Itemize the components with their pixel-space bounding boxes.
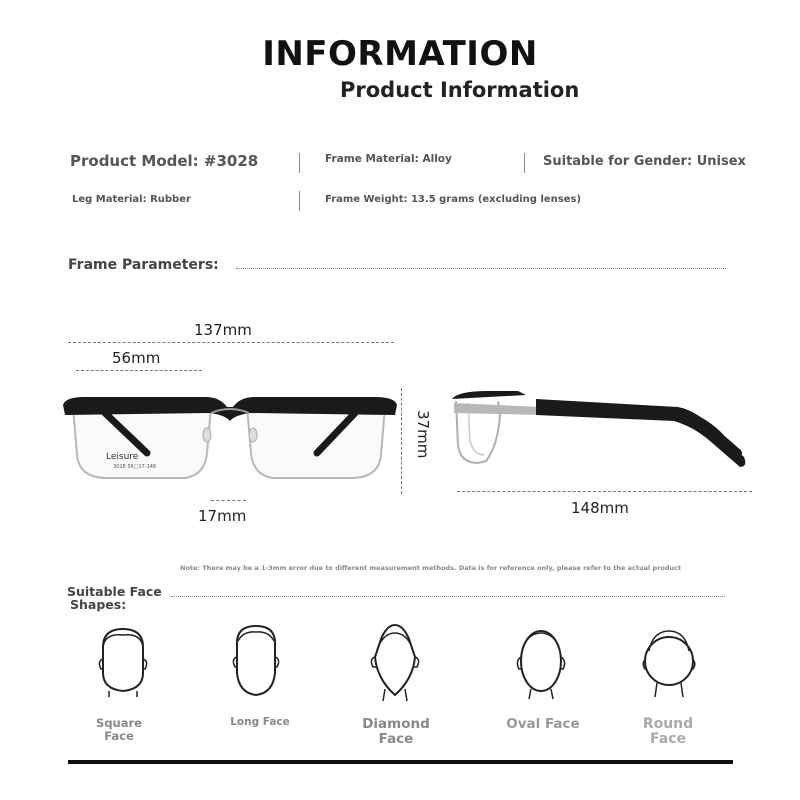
- face-label-line: Oval Face: [506, 716, 580, 732]
- spec-gender: Suitable for Gender: Unisex: [543, 154, 746, 169]
- face-label-line: Square: [96, 716, 142, 730]
- total-width-label: 137mm: [194, 321, 252, 339]
- face-label-round: [628, 717, 708, 748]
- lens-print-code: 3028 56□17-148: [113, 464, 157, 470]
- lens-print: Leisure: [106, 452, 139, 462]
- spec-divider: [299, 191, 300, 211]
- face-shapes-heading-line2: Shapes:: [70, 597, 127, 613]
- face-label-line: Face: [378, 730, 414, 747]
- face-label-oval: [498, 717, 588, 732]
- round-face-icon: [641, 625, 697, 701]
- spec-frame-material: Frame Material: Alloy: [325, 153, 452, 165]
- face-label-line: Long Face: [230, 716, 290, 728]
- page-title: INFORMATION: [262, 34, 538, 74]
- face-label-square: [80, 717, 158, 742]
- lens-width-line: [76, 370, 202, 371]
- dotted-leader: [236, 268, 726, 269]
- lens-width-label: 56mm: [112, 349, 161, 367]
- long-face-icon: [229, 623, 283, 699]
- lens-height-label: 37mm: [414, 410, 432, 459]
- square-face-icon: [95, 625, 151, 697]
- spec-divider: [299, 153, 300, 173]
- face-label-line: Face: [104, 728, 134, 743]
- face-shapes-heading: [67, 585, 162, 611]
- face-label-diamond: [356, 717, 436, 747]
- spec-weight: Frame Weight: 13.5 grams (excluding lenses): [325, 194, 582, 205]
- glasses-side-view: [448, 385, 758, 475]
- spec-leg-material: Leg Material: Rubber: [72, 194, 191, 205]
- total-width-line: [68, 342, 394, 343]
- dotted-leader: [171, 596, 725, 597]
- bottom-divider: [68, 760, 733, 764]
- face-label-long: [220, 717, 300, 729]
- spec-divider: [524, 153, 525, 173]
- face-label-line: Round: [642, 716, 694, 732]
- diamond-face-icon: [367, 623, 423, 703]
- face-label-line: Face: [650, 731, 686, 748]
- bridge-label: 17mm: [198, 507, 247, 525]
- spec-model: Product Model: #3028: [70, 152, 259, 170]
- oval-face-icon: [513, 625, 569, 701]
- temple-length-line: [457, 491, 752, 492]
- bridge-line: [211, 500, 246, 501]
- face-label-line: Diamond: [362, 716, 430, 732]
- glasses-front-view: [55, 385, 405, 495]
- frame-parameters-heading: Frame Parameters:: [68, 257, 219, 273]
- temple-length-label: 148mm: [571, 499, 629, 517]
- face-shapes-heading-line1: Suitable Face: [67, 584, 162, 599]
- page-subtitle: Product Information: [340, 78, 580, 102]
- measurement-note: Note: There may be a 1-3mm error due to different measurement methods. Data is for reference only, please refer to the actual product: [180, 564, 682, 572]
